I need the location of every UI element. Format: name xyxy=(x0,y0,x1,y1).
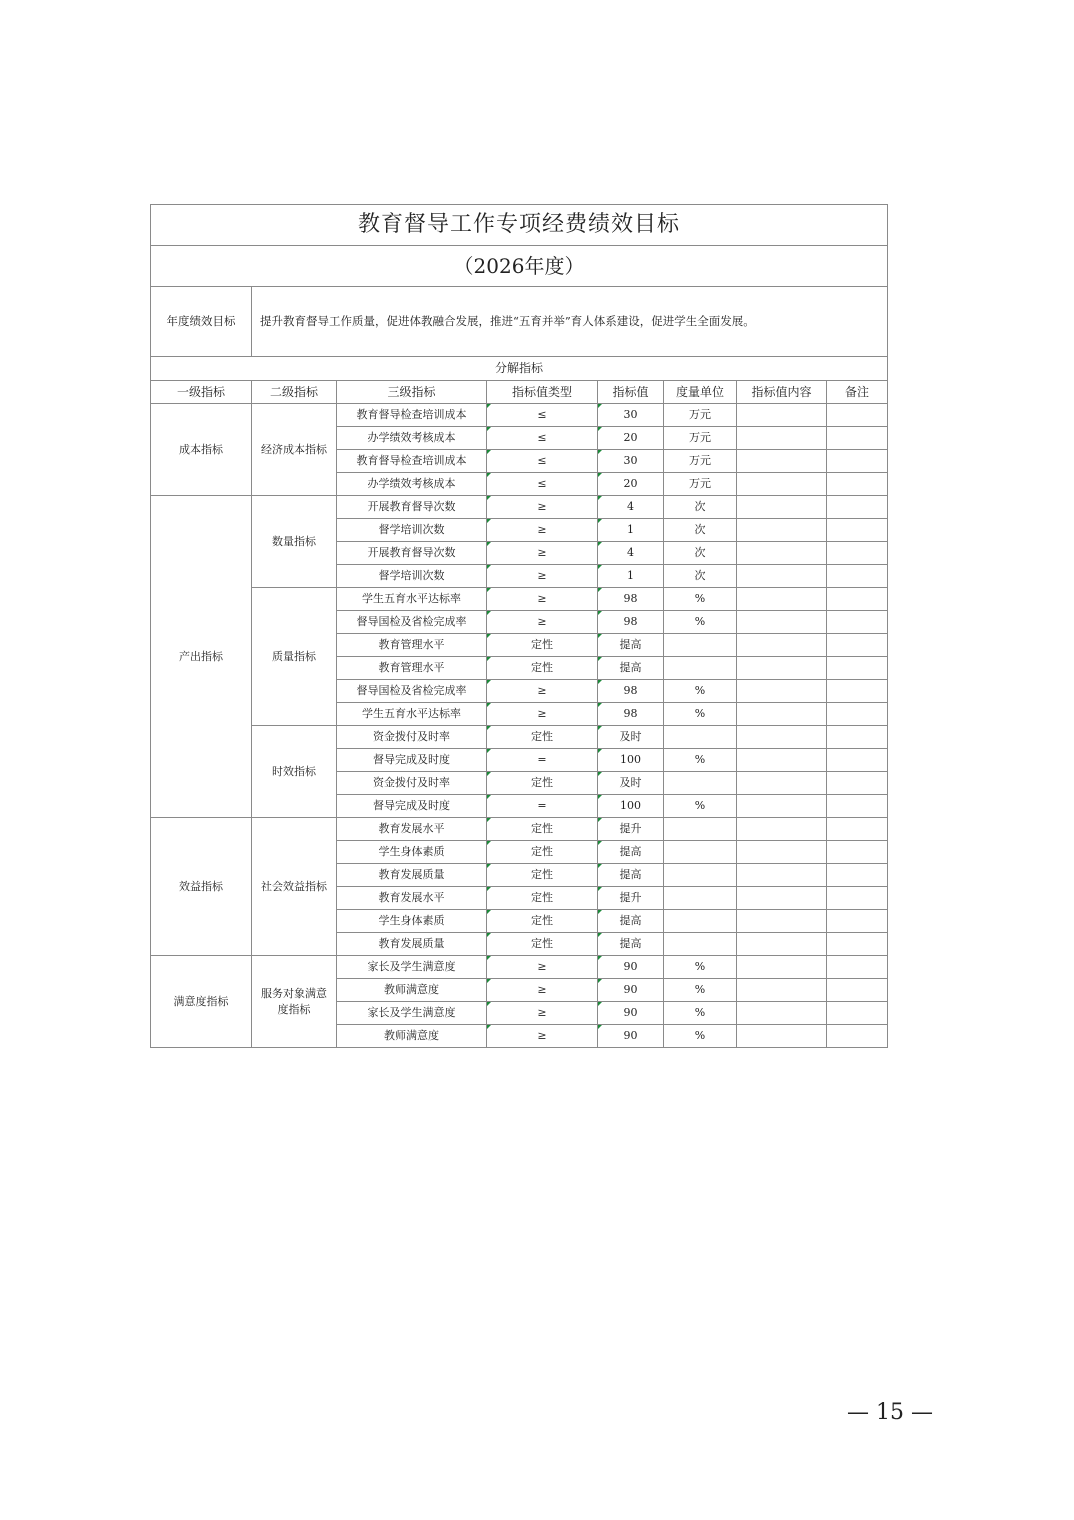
remark-cell xyxy=(827,427,888,450)
value-cell: 30 xyxy=(598,450,664,473)
value-content-cell xyxy=(737,450,827,473)
value-cell: 100 xyxy=(598,749,664,772)
value-type-cell: ≥ xyxy=(487,565,598,588)
level3-cell: 督导国检及省检完成率 xyxy=(337,680,487,703)
level3-cell: 督导完成及时度 xyxy=(337,749,487,772)
unit-cell: 万元 xyxy=(664,404,737,427)
level3-cell: 教育管理水平 xyxy=(337,657,487,680)
section-row xyxy=(151,357,888,381)
annual-goal-row xyxy=(151,287,888,357)
table-row xyxy=(151,496,888,519)
header-level1: 一级指标 xyxy=(151,381,252,404)
unit-cell xyxy=(664,887,737,910)
unit-cell xyxy=(664,910,737,933)
value-cell: 98 xyxy=(598,588,664,611)
header-row xyxy=(151,381,888,404)
value-type-cell: ≥ xyxy=(487,979,598,1002)
level3-cell: 教育发展质量 xyxy=(337,864,487,887)
value-type-cell: 定性 xyxy=(487,634,598,657)
value-type-cell: 定性 xyxy=(487,933,598,956)
value-type-cell: ≥ xyxy=(487,703,598,726)
level3-cell: 办学绩效考核成本 xyxy=(337,473,487,496)
annual-goal-label: 年度绩效目标 xyxy=(151,287,252,357)
remark-cell xyxy=(827,772,888,795)
unit-cell: % xyxy=(664,588,737,611)
value-type-cell: ≤ xyxy=(487,404,598,427)
value-content-cell xyxy=(737,841,827,864)
level1-cell: 产出指标 xyxy=(151,496,252,818)
subtitle-row xyxy=(151,246,888,287)
value-type-cell: ≥ xyxy=(487,519,598,542)
value-content-cell xyxy=(737,565,827,588)
level3-cell: 学生身体素质 xyxy=(337,910,487,933)
value-content-cell xyxy=(737,910,827,933)
remark-cell xyxy=(827,703,888,726)
header-level2: 二级指标 xyxy=(252,381,337,404)
value-content-cell xyxy=(737,772,827,795)
level3-cell: 教育发展水平 xyxy=(337,818,487,841)
value-cell: 提升 xyxy=(598,818,664,841)
unit-cell xyxy=(664,841,737,864)
level3-cell: 学生五育水平达标率 xyxy=(337,703,487,726)
table-row xyxy=(151,404,888,427)
remark-cell xyxy=(827,542,888,565)
unit-cell: % xyxy=(664,703,737,726)
remark-cell xyxy=(827,611,888,634)
performance-target-table xyxy=(150,204,888,1048)
table-row xyxy=(151,726,888,749)
value-cell: 98 xyxy=(598,703,664,726)
value-cell: 98 xyxy=(598,611,664,634)
value-content-cell xyxy=(737,703,827,726)
value-type-cell: ≥ xyxy=(487,611,598,634)
table-row xyxy=(151,818,888,841)
unit-cell xyxy=(664,657,737,680)
level2-cell: 服务对象满意度指标 xyxy=(252,956,337,1048)
value-type-cell: = xyxy=(487,795,598,818)
level1-cell: 成本指标 xyxy=(151,404,252,496)
table-row xyxy=(151,588,888,611)
level3-cell: 开展教育督导次数 xyxy=(337,542,487,565)
value-cell: 4 xyxy=(598,542,664,565)
level3-cell: 教育发展水平 xyxy=(337,887,487,910)
value-content-cell xyxy=(737,956,827,979)
unit-cell: 次 xyxy=(664,542,737,565)
value-type-cell: ≥ xyxy=(487,542,598,565)
value-content-cell xyxy=(737,795,827,818)
value-type-cell: 定性 xyxy=(487,841,598,864)
section-label: 分解指标 xyxy=(151,357,888,381)
value-cell: 提高 xyxy=(598,864,664,887)
value-type-cell: ≥ xyxy=(487,1025,598,1048)
value-cell: 1 xyxy=(598,519,664,542)
value-type-cell: 定性 xyxy=(487,887,598,910)
value-content-cell xyxy=(737,979,827,1002)
unit-cell xyxy=(664,772,737,795)
value-type-cell: 定性 xyxy=(487,657,598,680)
level3-cell: 家长及学生满意度 xyxy=(337,956,487,979)
value-cell: 及时 xyxy=(598,726,664,749)
value-type-cell: ≤ xyxy=(487,427,598,450)
value-cell: 30 xyxy=(598,404,664,427)
value-cell: 4 xyxy=(598,496,664,519)
level1-cell: 效益指标 xyxy=(151,818,252,956)
value-cell: 提升 xyxy=(598,887,664,910)
value-content-cell xyxy=(737,1025,827,1048)
level3-cell: 督学培训次数 xyxy=(337,519,487,542)
remark-cell xyxy=(827,450,888,473)
remark-cell xyxy=(827,979,888,1002)
remark-cell xyxy=(827,657,888,680)
level3-cell: 资金拨付及时率 xyxy=(337,772,487,795)
remark-cell xyxy=(827,910,888,933)
unit-cell: 次 xyxy=(664,519,737,542)
remark-cell xyxy=(827,1002,888,1025)
header-unit: 度量单位 xyxy=(664,381,737,404)
value-type-cell: ≥ xyxy=(487,956,598,979)
value-content-cell xyxy=(737,588,827,611)
level3-cell: 督学培训次数 xyxy=(337,565,487,588)
value-cell: 20 xyxy=(598,427,664,450)
level3-cell: 教育督导检查培训成本 xyxy=(337,450,487,473)
value-content-cell xyxy=(737,818,827,841)
value-cell: 90 xyxy=(598,1002,664,1025)
value-content-cell xyxy=(737,427,827,450)
value-content-cell xyxy=(737,749,827,772)
unit-cell: 次 xyxy=(664,496,737,519)
value-content-cell xyxy=(737,726,827,749)
unit-cell xyxy=(664,726,737,749)
remark-cell xyxy=(827,933,888,956)
remark-cell xyxy=(827,588,888,611)
value-content-cell xyxy=(737,657,827,680)
value-content-cell xyxy=(737,519,827,542)
remark-cell xyxy=(827,956,888,979)
unit-cell xyxy=(664,818,737,841)
value-type-cell: = xyxy=(487,749,598,772)
value-type-cell: ≥ xyxy=(487,1002,598,1025)
unit-cell: % xyxy=(664,1025,737,1048)
remark-cell xyxy=(827,841,888,864)
value-cell: 及时 xyxy=(598,772,664,795)
level3-cell: 资金拨付及时率 xyxy=(337,726,487,749)
value-cell: 1 xyxy=(598,565,664,588)
level3-cell: 学生五育水平达标率 xyxy=(337,588,487,611)
value-cell: 90 xyxy=(598,1025,664,1048)
unit-cell: 万元 xyxy=(664,450,737,473)
unit-cell: 万元 xyxy=(664,427,737,450)
level2-cell: 经济成本指标 xyxy=(252,404,337,496)
level2-cell: 社会效益指标 xyxy=(252,818,337,956)
value-content-cell xyxy=(737,404,827,427)
value-content-cell xyxy=(737,680,827,703)
header-value-type: 指标值类型 xyxy=(487,381,598,404)
value-type-cell: ≤ xyxy=(487,450,598,473)
title-row xyxy=(151,205,888,246)
doc-year: （2026年度） xyxy=(151,246,888,287)
level3-cell: 督导完成及时度 xyxy=(337,795,487,818)
value-type-cell: 定性 xyxy=(487,910,598,933)
doc-title: 教育督导工作专项经费绩效目标 xyxy=(151,205,888,246)
unit-cell: % xyxy=(664,956,737,979)
unit-cell: % xyxy=(664,979,737,1002)
remark-cell xyxy=(827,726,888,749)
level2-cell: 数量指标 xyxy=(252,496,337,588)
value-type-cell: ≥ xyxy=(487,588,598,611)
remark-cell xyxy=(827,887,888,910)
header-value-content: 指标值内容 xyxy=(737,381,827,404)
unit-cell xyxy=(664,634,737,657)
remark-cell xyxy=(827,473,888,496)
unit-cell: % xyxy=(664,749,737,772)
value-content-cell xyxy=(737,542,827,565)
value-content-cell xyxy=(737,864,827,887)
value-content-cell xyxy=(737,1002,827,1025)
unit-cell xyxy=(664,864,737,887)
value-type-cell: ≥ xyxy=(487,680,598,703)
header-value: 指标值 xyxy=(598,381,664,404)
value-cell: 98 xyxy=(598,680,664,703)
value-cell: 提高 xyxy=(598,841,664,864)
level3-cell: 教育发展质量 xyxy=(337,933,487,956)
remark-cell xyxy=(827,496,888,519)
value-type-cell: 定性 xyxy=(487,726,598,749)
value-content-cell xyxy=(737,496,827,519)
value-type-cell: 定性 xyxy=(487,818,598,841)
remark-cell xyxy=(827,404,888,427)
remark-cell xyxy=(827,818,888,841)
remark-cell xyxy=(827,864,888,887)
value-cell: 提高 xyxy=(598,634,664,657)
value-cell: 提高 xyxy=(598,657,664,680)
header-level3: 三级指标 xyxy=(337,381,487,404)
page-number: — 15 — xyxy=(847,1400,933,1425)
level3-cell: 教育管理水平 xyxy=(337,634,487,657)
unit-cell xyxy=(664,933,737,956)
value-content-cell xyxy=(737,473,827,496)
value-content-cell xyxy=(737,933,827,956)
table-row xyxy=(151,956,888,979)
level2-cell: 时效指标 xyxy=(252,726,337,818)
level3-cell: 教师满意度 xyxy=(337,1025,487,1048)
annual-goal-text: 提升教育督导工作质量，促进体教融合发展，推进“五育并举”育人体系建设，促进学生全面发展。 xyxy=(252,287,888,357)
remark-cell xyxy=(827,634,888,657)
value-type-cell: 定性 xyxy=(487,772,598,795)
value-cell: 提高 xyxy=(598,933,664,956)
value-type-cell: ≥ xyxy=(487,496,598,519)
level1-cell: 满意度指标 xyxy=(151,956,252,1048)
level3-cell: 家长及学生满意度 xyxy=(337,1002,487,1025)
remark-cell xyxy=(827,1025,888,1048)
value-type-cell: 定性 xyxy=(487,864,598,887)
value-cell: 100 xyxy=(598,795,664,818)
level3-cell: 开展教育督导次数 xyxy=(337,496,487,519)
unit-cell: % xyxy=(664,795,737,818)
value-content-cell xyxy=(737,611,827,634)
remark-cell xyxy=(827,749,888,772)
unit-cell: 万元 xyxy=(664,473,737,496)
header-remark: 备注 xyxy=(827,381,888,404)
unit-cell: % xyxy=(664,1002,737,1025)
level3-cell: 教育督导检查培训成本 xyxy=(337,404,487,427)
value-cell: 提高 xyxy=(598,910,664,933)
value-cell: 90 xyxy=(598,956,664,979)
remark-cell xyxy=(827,519,888,542)
level3-cell: 学生身体素质 xyxy=(337,841,487,864)
remark-cell xyxy=(827,795,888,818)
unit-cell: % xyxy=(664,680,737,703)
level2-cell: 质量指标 xyxy=(252,588,337,726)
value-cell: 90 xyxy=(598,979,664,1002)
level3-cell: 教师满意度 xyxy=(337,979,487,1002)
value-content-cell xyxy=(737,887,827,910)
value-content-cell xyxy=(737,634,827,657)
level3-cell: 办学绩效考核成本 xyxy=(337,427,487,450)
level3-cell: 督导国检及省检完成率 xyxy=(337,611,487,634)
remark-cell xyxy=(827,565,888,588)
unit-cell: % xyxy=(664,611,737,634)
value-type-cell: ≤ xyxy=(487,473,598,496)
remark-cell xyxy=(827,680,888,703)
unit-cell: 次 xyxy=(664,565,737,588)
value-cell: 20 xyxy=(598,473,664,496)
